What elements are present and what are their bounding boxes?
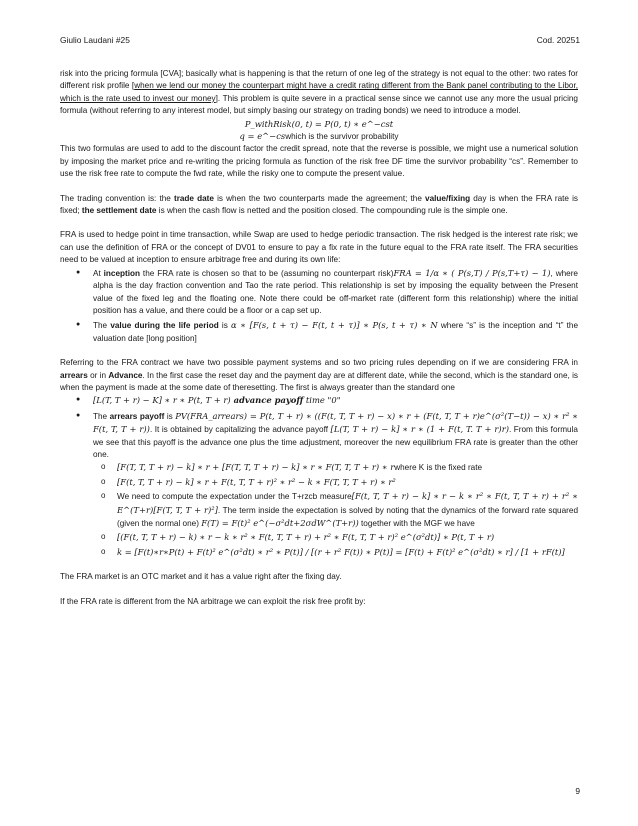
sub-list-item: o [F(T, T, T + r) − k] ∗ r + [F(T, T, T + r) − k] ∗ r ∗ F(T, T, T + r) ∗ rwhere K is the fixed rate <box>93 461 578 474</box>
paragraph-otc-market: The FRA market is an OTC market and it has a value right after the fixing day. <box>60 572 342 582</box>
header-author: Giulio Laudani #25 <box>60 35 130 45</box>
page-number: 9 <box>575 786 580 796</box>
list-item: ● At inception the FRA rate is chosen so that to be (assuming no counterpart risk)FRA = 1/α ∗ ( P(s,T) / P(s,T+τ) − 1), where alpha is the day fraction convention and Tao the rate period. This relationship is set by imposing the equality between the Present value of the fixed leg and the floating one. Note there could be off-market rate (different form this relationship) where the initial position has a value, and there could be a floor or a cap set up. <box>60 267 578 318</box>
sub-list-item: o [(F(t, T, T + r) − k) ∗ r − k ∗ r² ∗ F(t, T, T + r) + r² ∗ F(t, T, T + r)² e^(σ²dt)] ∗ P(t, T + r) <box>93 531 578 544</box>
paragraph-fra-hedge: FRA is used to hedge point in time transaction, while Swap are used to hedge periodic transaction. The risk hedged is the interest rate risk; we can use the definition of FRA or the concept of DV01 to ensure to pay a fix rate in the future equal to the FRA rate itself. The FRA securities need to be valued at inception to ensure arbitrage free and during its own life: <box>60 230 578 265</box>
paragraph-payment-systems: Referring to the FRA contract we have two possible payment systems and so two pricing rules depending on if we are considering FRA in arrears or in Advance. In the first case the reset day and the payment day are at different date, while the second, which is the standard one, is when the payment is made at the some date of theresetting. The first is always greater than the standard one <box>60 358 579 392</box>
equation-survivor-probability: q = e^−cswhich is the survivor probability <box>239 131 399 142</box>
bullet-list-payoffs <box>60 394 578 559</box>
bullet-list-fra-valuation <box>60 267 578 345</box>
paragraph-cva: risk into the pricing formula [CVA]; basically what is happening is that the return of one leg of the strategy is not equal to the other: two rates for different risk profile [when we lend our money the counterpart might have a credit rating different from the Bank panel contributing to the Libor, which is the rate used to invest our money]. This problem is quite severe in a practical sense since we cannot use any more the usual pricing formula (without referring to any interest model, but simply basing our strategy on trading bonds) we need to introduce a model. <box>60 69 578 116</box>
equation-risky-discount: P_withRisk(0, t) = P(0, t) ∗ e^−cst <box>244 118 394 129</box>
sub-list-item: o [F(t, T, T + r) − k] ∗ r + F(t, T, T + r)² ∗ r² − k ∗ F(T, T, T + r) ∗ r² <box>93 476 578 489</box>
paragraph-credit-spread: This two formulas are used to add to the discount factor the credit spread, note that the reverse is possible, we might use a numerical solution by imposing the market price and re-writing the pricing formula as function of the risk free DF time the survivor probability “cs”. Remember to use the risk free rate to compute the fwd rate, while the risky one to compute the present value. <box>60 144 578 179</box>
underlined-text: when we lend our money the counterpart might have a credit rating different from the Bank panel contributing to the Libor, which is the rate used to invest our money <box>60 81 578 103</box>
sub-list-item: o k = [F(t)∗r∗P(t) + F(t)² e^(σ²dt) ∗ r² ∗ P(t)] / [(r + r² F(t)) ∗ P(t)] = [F(t) + F(t)² e^(σ²dt) ∗ r] / [1 + rF(t)] <box>93 546 578 559</box>
page-body <box>60 68 578 620</box>
sub-list <box>93 461 578 559</box>
list-item: ● [L(T, T + r) − K] ∗ r ∗ P(t, T + r) advance payoff time "0" <box>60 394 578 407</box>
paragraph-arbitrage: If the FRA rate is different from the NA arbitrage we can exploit the risk free profit by: <box>60 596 366 606</box>
paragraph-trading-convention: The trading convention is: the trade date is when the two counterparts made the agreement; the value/fixing day is when the FRA rate is fixed; the settlement date is when the cash flow is netted and the position closed. The compounding rule is the simple one. <box>60 193 579 216</box>
list-item: ● The value during the life period is α ∗ [F(s, t + τ) − F(t, t + τ)] ∗ P(s, t + τ) ∗ N where “s” is the inception and “t” the valuation date [long position] <box>60 319 578 345</box>
sub-list-item: o We need to compute the expectation under the T+rzcb measure[F(t, T, T + r) − k] ∗ r − k ∗ r² ∗ F(t, T, T + r) + r² ∗ E^(T+r)[F(T, T, T + r)²]. The term inside the expectation is solved by noting that the dynamics of the forward rate squared (given the normal one) F(T) = F(t)² e^(−σ²dt+2σdW^(T+r)) together with the MGF we have <box>93 490 578 530</box>
page-header <box>60 34 580 46</box>
header-code: Cod. 20251 <box>536 35 580 45</box>
list-item: ● The arrears payoff is PV(FRA_arrears) = P(t, T + r) ∗ ((F(t, T, T + r) − x) ∗ r + (F(t, T, T + r)e^(σ²(T−t)) − x) ∗ r² ∗ F(t, T, T + r)). It is obtained by capitalizing the advance payoff [L(T, T + r) − k] ∗ r ∗ (1 + F(t, T. T + r)r). From this formula we see that this payoff is the advance one plus the time adjustment, moreover the new equilibrium FRA rate is greater than the other one. o [F(T, T, T + r) − k] ∗ r + [F(T, T, T + r) − k] ∗ r ∗ F(T, T, T + r) ∗ rwhere K is the fixed rate o [F(t, T, T + r) − k] ∗ r + F(t, T, T + r)² ∗ r² − k ∗ F(T, T, T + r) ∗ r² o We need to compute the expectation under the T+rzcb measure[F(t, T, T + r) − k] ∗ r − k ∗ r² ∗ F(t, T, T + r) + r² ∗ E^(T+r)[F(T, T, T + r)²]. The term inside the expectation is solved by noting that the dynamics of the forward rate squared (given the normal one) F(T) = F(t)² e^(−σ²dt+2σdW^(T+r)) together with the MGF we have o [(F(t, T, T + r) − k) ∗ r − k ∗ r² ∗ F(t, T, T + r) + r² ∗ F(t, T, T + r)² e^(σ²dt)] ∗ P(t, T + r) o k = [F(t)∗r∗P(t) + F(t)² e^(σ²dt) ∗ r² ∗ P(t)] / [(r + r² F(t)) ∗ P(t)] = [F(t) + F(t)² e^(σ²dt) ∗ r] / [1 + rF(t)] <box>60 410 578 559</box>
